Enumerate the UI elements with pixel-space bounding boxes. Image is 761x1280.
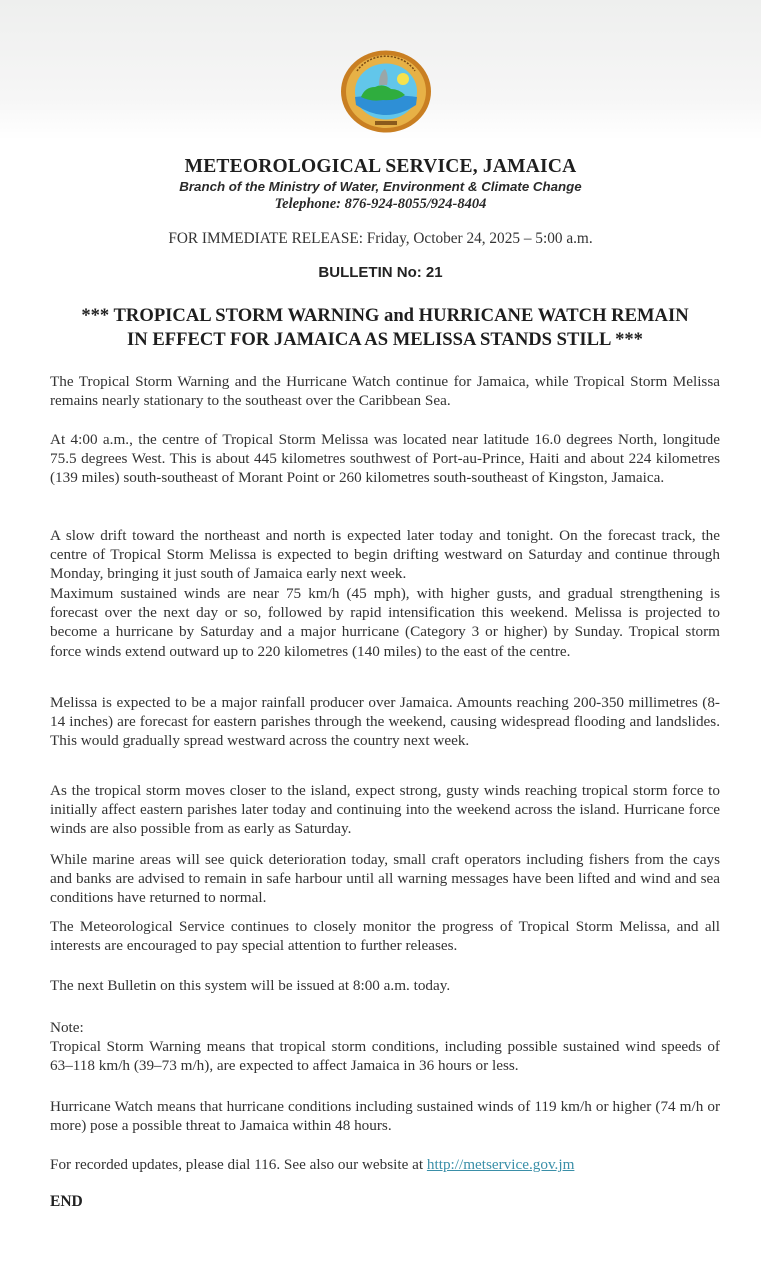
- ministry-branch: Branch of the Ministry of Water, Environment & Climate Change: [179, 179, 582, 194]
- paragraph-monitoring: The Meteorological Service continues to closely monitor the progress of Tropical Storm Melissa, and all interests are encouraged to pay special attention to further releases.: [50, 918, 720, 955]
- paragraph-summary: The Tropical Storm Warning and the Hurricane Watch continue for Jamaica, while Tropical Storm Melissa remains nearly stationary to the southeast over the Caribbean Sea.: [50, 373, 720, 410]
- headline: [40, 304, 730, 352]
- paragraph-wind-impacts: As the tropical storm moves closer to the island, expect strong, gusty winds reaching tropical storm force to initially affect eastern parishes later today and continuing into the weekend across the island. Hurricane force winds are also possible from as early as Saturday.: [50, 782, 720, 838]
- note-label: Note:: [50, 1019, 84, 1036]
- paragraph-marine: While marine areas will see quick deterioration today, small craft operators including fishers from the cays and banks are advised to remain in safe harbour until all warning messages have been lifted and wind and sea conditions have returned to normal.: [50, 851, 720, 907]
- headline-line-1: *** TROPICAL STORM WARNING and HURRICANE WATCH REMAIN: [81, 305, 689, 326]
- end-marker: END: [50, 1193, 83, 1210]
- paragraph-track: A slow drift toward the northeast and north is expected later today and tonight. On the forecast track, the centre of Tropical Storm Melissa is expected to begin drifting westward on Saturday and continue through Monday, bringing it just south of Jamaica early next week.: [50, 527, 720, 583]
- telephone-line: Telephone: 876-924-8055/924-8404: [274, 196, 487, 212]
- note-tropical-storm-warning: Tropical Storm Warning means that tropical storm conditions, including possible sustained wind speeds of 63–118 km/h (39–73 m/h), are expected to affect Jamaica in 36 hours or less.: [50, 1038, 720, 1075]
- headline-line-2: IN EFFECT FOR JAMAICA AS MELISSA STANDS STILL ***: [127, 329, 643, 350]
- paragraph-position: At 4:00 a.m., the centre of Tropical Storm Melissa was located near latitude 16.0 degrees North, longitude 75.5 degrees West. This is about 445 kilometres southwest of Port-au-Prince, Haiti and about 224 kilometres (139 miles) south-southeast of Morant Point or 260 kilometres south-southeast of Kingston, Jamaica.: [50, 431, 720, 487]
- paragraph-rainfall: Melissa is expected to be a major rainfall producer over Jamaica. Amounts reaching 200-350 millimetres (8-14 inches) are forecast for eastern parishes through the weekend, causing widespread flooding and landslides. This would gradually spread westward across the country next week.: [50, 694, 720, 750]
- paragraph-winds: Maximum sustained winds are near 75 km/h (45 mph), with higher gusts, and gradual strengthening is forecast over the next day or so, followed by rapid intensification this weekend. Melissa is projected to become a hurricane by Saturday and a major hurricane (Category 3 or higher) by Sunday. Tropical storm force winds extend outward up to 220 kilometres (140 miles) to the east of the centre.: [50, 585, 720, 660]
- recorded-updates: [50, 1155, 720, 1174]
- website-link[interactable]: http://metservice.gov.jm: [426, 1156, 575, 1173]
- paragraph-next-bulletin: The next Bulletin on this system will be issued at 8:00 a.m. today.: [50, 977, 451, 994]
- organization-name: METEOROLOGICAL SERVICE, JAMAICA: [184, 156, 577, 177]
- recorded-updates-text: For recorded updates, please dial 116. See also our website at: [50, 1156, 427, 1173]
- met-service-logo: [339, 49, 433, 134]
- release-dateline: FOR IMMEDIATE RELEASE: Friday, October 24, 2025 – 5:00 a.m.: [168, 230, 593, 247]
- bulletin-number: BULLETIN No: 21: [318, 264, 443, 281]
- note-hurricane-watch: Hurricane Watch means that hurricane conditions including sustained winds of 119 km/h or higher (74 m/h or more) pose a possible threat to Jamaica within 48 hours.: [50, 1098, 720, 1135]
